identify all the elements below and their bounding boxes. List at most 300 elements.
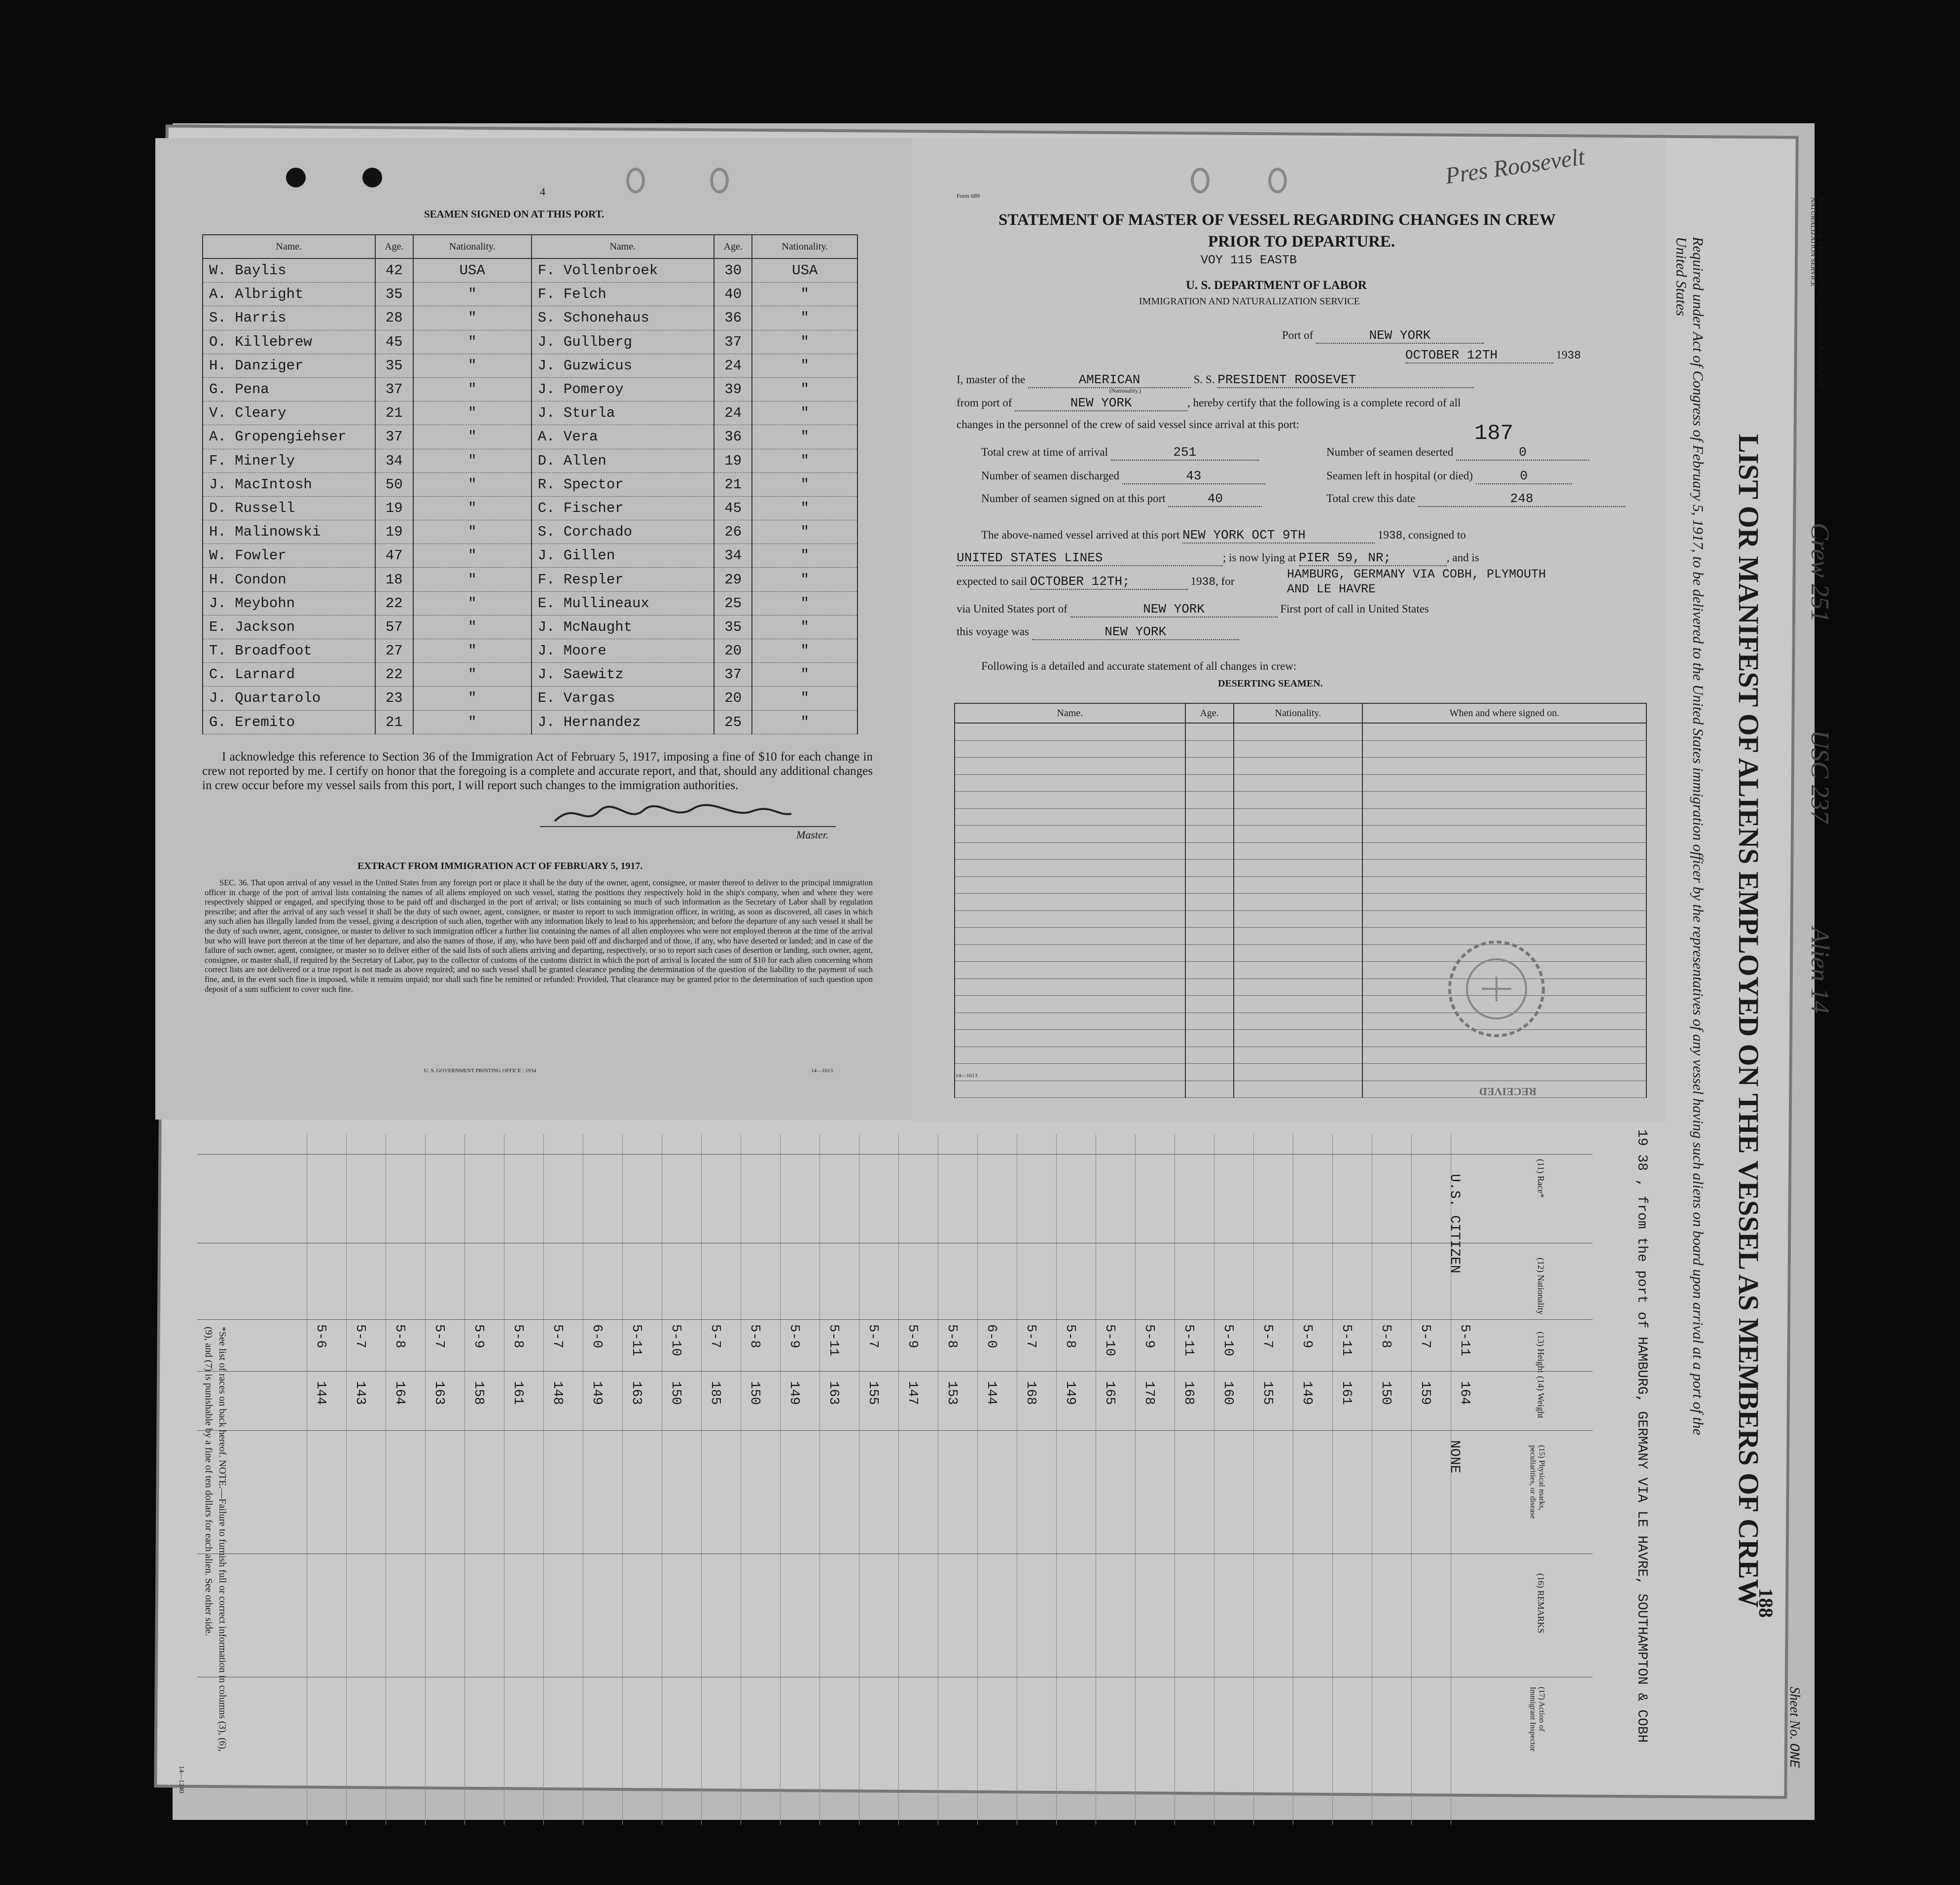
master-label: Master.: [796, 829, 829, 841]
manifest-row-line: [977, 1134, 978, 1825]
age-cell: 50: [375, 472, 413, 496]
name-cell: J. Pomeroy: [532, 377, 714, 401]
table-row: [203, 354, 857, 377]
nat-cell: ": [752, 544, 857, 568]
name-cell: J. Quartarolo: [203, 687, 375, 710]
height-cell: 5-8: [510, 1324, 525, 1348]
seamen-discharged: Number of seamen discharged 43: [981, 469, 1265, 484]
empty-cell: [955, 928, 1185, 945]
manifest-title: LIST OR MANIFEST OF ALIENS EMPLOYED ON THE VESSEL AS MEMBERS OF CREW: [1733, 434, 1765, 1608]
empty-cell: [1185, 979, 1234, 996]
manifest-row-line: [464, 1134, 465, 1825]
col-height-header: (13) Height: [1536, 1332, 1546, 1373]
empty-cell: [1362, 894, 1646, 911]
weight-cell: 178: [1141, 1381, 1156, 1405]
empty-cell: [955, 944, 1185, 962]
empty-cell: [955, 910, 1185, 928]
age-cell: 45: [375, 330, 413, 354]
empty-cell: [1185, 910, 1234, 928]
empty-cell: [955, 1081, 1185, 1098]
height-cell: 5-10: [668, 1324, 683, 1356]
name-cell: D. Russell: [203, 496, 375, 520]
first-row-marks: NONE: [1447, 1440, 1462, 1474]
punch-hole: [286, 168, 306, 187]
punch-hole: [710, 168, 729, 193]
nat-cell: ": [752, 710, 857, 734]
col-marks-header: (15) Physical marks, peculiarities, or disease: [1529, 1445, 1546, 1519]
empty-cell: [955, 774, 1185, 792]
name-cell: J. Gullberg: [532, 330, 714, 354]
empty-cell: [955, 876, 1185, 894]
age-cell: 21: [714, 472, 752, 496]
table-row: [955, 758, 1646, 775]
table-row: [203, 449, 857, 472]
seamen-deserted: Number of seamen deserted 0: [1326, 445, 1589, 461]
age-cell: 23: [375, 687, 413, 710]
name-cell: S. Schonehaus: [532, 306, 714, 330]
age-cell: 35: [375, 283, 413, 306]
service: IMMIGRATION AND NATURALIZATION SERVICE: [1139, 296, 1360, 307]
empty-cell: [1362, 808, 1646, 826]
name-cell: E. Jackson: [203, 615, 375, 639]
name-cell: V. Cleary: [203, 401, 375, 425]
table-row: [203, 591, 857, 615]
handwritten-usc-count: USC 237: [1806, 730, 1834, 824]
right-page: [912, 138, 1667, 1122]
manifest-column-line: [197, 1319, 1593, 1320]
table-row: [203, 544, 857, 568]
table-row: [203, 615, 857, 639]
name-cell: E. Mullineaux: [532, 591, 714, 615]
age-cell: 37: [714, 663, 752, 687]
manifest-stamp-number: 188: [1755, 1588, 1777, 1618]
col-action-header: (17) Action of Immigrant Inspector: [1529, 1687, 1546, 1752]
age-cell: 57: [375, 615, 413, 639]
name-cell: C. Fischer: [532, 496, 714, 520]
empty-cell: [1362, 774, 1646, 792]
empty-cell: [1234, 1081, 1362, 1098]
total-crew-arrival: Total crew at time of arrival 251: [981, 445, 1259, 461]
height-cell: 5-7: [1023, 1324, 1038, 1348]
col-weight-header: (14) Weight: [1536, 1376, 1546, 1418]
name-cell: D. Allen: [532, 449, 714, 472]
col-remarks-header: (16) REMARKS: [1536, 1573, 1546, 1633]
nat-cell: ": [752, 425, 857, 449]
manifest-row-line: [780, 1134, 781, 1825]
nat-cell: ": [752, 306, 857, 330]
empty-cell: [1234, 876, 1362, 894]
nat-cell: ": [752, 496, 857, 520]
manifest-required-text: Required under Act of Congress of February 5, 1917, to be delivered to the United States immigration officer by the representatives of any vessel having such aliens on board upon arrival at a port of the United States: [1673, 237, 1706, 1435]
table-row: [955, 792, 1646, 809]
name-cell: J. Sturla: [532, 401, 714, 425]
name-cell: F. Felch: [532, 283, 714, 306]
age-cell: 35: [375, 354, 413, 377]
name-cell: O. Killebrew: [203, 330, 375, 354]
table-row: [955, 774, 1646, 792]
seamen-signed-on: Number of seamen signed on at this port 40: [981, 491, 1262, 507]
age-cell: 20: [714, 639, 752, 663]
weight-cell: 149: [589, 1381, 604, 1405]
name-cell: G. Pena: [203, 377, 375, 401]
nat-cell: ": [413, 663, 532, 687]
extract-text: SEC. 36. That upon arrival of any vessel in the United States from any foreign port or place it shall be the duty of the owner, agent, consignee, or master thereof to deliver to the principal immigration officer in charge of the port of arrival lists containing the names of all aliens employed on such vessel, stating the positions they respectively hold in the ship's company, when and where they were respectively shipped or engaged, and specifying those to be paid off and discharged in the port of arrival; or lists containing so much of such information as the Secretary of Labor shall by regulation prescribe; and after the arrival of any such vessel it shall be the duty of such owner, agent, consignee, or master to report to such immigration officer, in writing, as soon as discovered, all cases in which any such alien has illegally landed from the vessel, giving a description of such alien, together with any information likely to lead to his apprehension; and before the departure of any such vessel it shall be the duty of such owner, agent, consignee, or master to deliver to such immigration officer a further list containing the names of all alien employees who were not employed thereon at the time of the arrival but who will leave port thereon at the time of her departure, and also the names of those, if any, who have been paid off and discharged and of those, if any, who have deserted or landed; and in case of the failure of such owner, agent, consignee, or master so to deliver either of the said lists of such aliens arriving and departing, respectively, or so to report such cases of desertion or landing, such owner, agent, consignee, or master shall, if required by the Secretary of Labor, pay to the collector of customs of the customs district in which the port of arrival is located the sum of $10 for each alien concerning whom correct lists are not delivered or a true report is not made as above required; and no such vessel shall be granted clearance pending the determination of the question of the liability to the payment of such fine, and, in the event such fine is imposed, while it remains unpaid; nor shall such fine be remitted or refunded: Provided, That clearance may be granted prior to the determination of such question upon deposit of a sum sufficient to cover such fine.: [205, 878, 873, 994]
table-row: [203, 639, 857, 663]
nat-cell: ": [413, 425, 532, 449]
age-cell: 37: [375, 377, 413, 401]
name-cell: C. Larnard: [203, 663, 375, 687]
manifest-row-line: [1332, 1134, 1333, 1825]
nat-cell: ": [413, 354, 532, 377]
age-cell: 20: [714, 687, 752, 710]
nat-cell: ": [752, 520, 857, 544]
name-cell: J. Guzwicus: [532, 354, 714, 377]
manifest-sheet-label: Sheet No. ONE: [1786, 1687, 1802, 1768]
printing-office: U. S. GOVERNMENT PRINTING OFFICE : 1934: [424, 1068, 536, 1074]
empty-cell: [955, 1013, 1185, 1030]
col-race-header: (11) Race*: [1536, 1159, 1546, 1198]
weight-cell: 143: [353, 1381, 367, 1405]
empty-cell: [1234, 1047, 1362, 1064]
height-cell: 5-8: [1378, 1324, 1393, 1348]
age-cell: 25: [714, 710, 752, 734]
col-age: Age.: [714, 235, 752, 258]
empty-cell: [1234, 979, 1362, 996]
weight-cell: 155: [1260, 1381, 1275, 1405]
nat-cell: ": [752, 472, 857, 496]
nat-cell: ": [752, 449, 857, 472]
signature-line: [540, 826, 836, 827]
name-cell: J. Hernandez: [532, 710, 714, 734]
weight-cell: 144: [984, 1381, 998, 1405]
nat-cell: ": [413, 449, 532, 472]
age-cell: 21: [375, 401, 413, 425]
age-cell: 24: [714, 401, 752, 425]
name-cell: J. Saewitz: [532, 663, 714, 687]
weight-cell: 150: [1378, 1381, 1393, 1405]
empty-cell: [1185, 928, 1234, 945]
table-row: [203, 472, 857, 496]
nat-cell: ": [752, 663, 857, 687]
empty-cell: [1185, 1047, 1234, 1064]
col-nationality: Nationality.: [413, 235, 532, 258]
table-row: [203, 568, 857, 591]
this-voyage-line: this voyage was NEW YORK: [957, 624, 1239, 640]
manifest-column-line: [197, 1430, 1593, 1431]
nat-cell: ": [752, 687, 857, 710]
height-cell: 5-11: [826, 1324, 841, 1356]
left-form-code: 14—1613: [811, 1068, 833, 1074]
weight-cell: 153: [944, 1381, 959, 1405]
age-cell: 29: [714, 568, 752, 591]
weight-cell: 161: [510, 1381, 525, 1405]
dcol-name: Name.: [955, 703, 1185, 723]
empty-cell: [1234, 962, 1362, 979]
weight-cell: 158: [471, 1381, 486, 1405]
height-cell: 5-11: [629, 1324, 643, 1356]
empty-cell: [1185, 894, 1234, 911]
nat-cell: ": [413, 496, 532, 520]
table-row: [955, 826, 1646, 843]
age-cell: 26: [714, 520, 752, 544]
table-row: [955, 910, 1646, 928]
empty-cell: [1234, 860, 1362, 877]
manifest-row-line: [622, 1134, 623, 1825]
empty-cell: [1185, 962, 1234, 979]
manifest-bottom-code: 14—1240: [178, 1766, 185, 1793]
weight-cell: 144: [313, 1381, 328, 1405]
dcol-nationality: Nationality.: [1234, 703, 1362, 723]
col-age: Age.: [375, 235, 413, 258]
nat-cell: ": [413, 710, 532, 734]
age-cell: 24: [714, 354, 752, 377]
empty-cell: [1234, 774, 1362, 792]
weight-cell: 185: [708, 1381, 722, 1405]
name-cell: R. Spector: [532, 472, 714, 496]
nat-cell: ": [413, 520, 532, 544]
height-cell: 5-11: [1181, 1324, 1196, 1356]
empty-cell: [1185, 808, 1234, 826]
destination: HAMBURG, GERMANY VIA COBH, PLYMOUTH AND LE HAVRE: [1287, 567, 1546, 596]
manifest-row-line: [898, 1134, 899, 1825]
height-cell: 5-7: [550, 1324, 565, 1348]
age-cell: 47: [375, 544, 413, 568]
empty-cell: [1185, 842, 1234, 860]
handwritten-187: 187: [1474, 421, 1514, 446]
age-cell: 21: [375, 710, 413, 734]
empty-cell: [1234, 1064, 1362, 1081]
nat-cell: ": [413, 330, 532, 354]
weight-cell: 163: [826, 1381, 841, 1405]
empty-cell: [955, 1047, 1185, 1064]
age-cell: 34: [375, 449, 413, 472]
height-cell: 5-6: [313, 1324, 328, 1348]
nat-cell: ": [752, 401, 857, 425]
handwritten-crew-count: Crew 251: [1806, 523, 1834, 622]
table-row: [203, 283, 857, 306]
name-cell: S. Harris: [203, 306, 375, 330]
nat-cell: ": [752, 377, 857, 401]
punch-hole: [362, 168, 382, 187]
empty-cell: [955, 894, 1185, 911]
empty-cell: [955, 996, 1185, 1013]
consignee-line: UNITED STATES LINES ; is now lying at PIER 59, NR; , and is: [957, 550, 1479, 565]
right-form-code: 14—1613: [956, 1073, 977, 1079]
weight-cell: 163: [431, 1381, 446, 1405]
age-cell: 19: [714, 449, 752, 472]
weight-cell: 149: [1299, 1381, 1314, 1405]
empty-cell: [1362, 860, 1646, 877]
weight-cell: 160: [1220, 1381, 1235, 1405]
weight-cell: 163: [629, 1381, 643, 1405]
table-row: [955, 894, 1646, 911]
height-cell: 5-9: [786, 1324, 801, 1348]
empty-cell: [1362, 1064, 1646, 1081]
name-cell: F. Minerly: [203, 449, 375, 472]
table-row: [203, 425, 857, 449]
empty-cell: [1362, 723, 1646, 740]
empty-cell: [1234, 1030, 1362, 1047]
height-cell: 5-9: [1141, 1324, 1156, 1348]
height-cell: 5-9: [1299, 1324, 1314, 1348]
age-cell: 40: [714, 283, 752, 306]
empty-cell: [1234, 808, 1362, 826]
col-nationality: Nationality.: [752, 235, 857, 258]
empty-cell: [1185, 1064, 1234, 1081]
table-row: [955, 876, 1646, 894]
statement-title-line2: PRIOR TO DEPARTURE.: [1208, 233, 1395, 251]
age-cell: 35: [714, 615, 752, 639]
height-cell: 5-10: [1220, 1324, 1235, 1356]
empty-cell: [1234, 928, 1362, 945]
name-cell: J. Meybohn: [203, 591, 375, 615]
empty-cell: [955, 962, 1185, 979]
manifest-row-line: [425, 1134, 426, 1825]
weight-cell: 150: [668, 1381, 683, 1405]
handwritten-ship-note: Pres Roosevelt: [1443, 144, 1587, 189]
weight-cell: 147: [905, 1381, 920, 1405]
weight-cell: 168: [1023, 1381, 1038, 1405]
empty-cell: [1234, 792, 1362, 809]
received-stamp: RECEIVED: [1479, 1086, 1537, 1098]
table-row: [955, 1047, 1646, 1064]
name-cell: W. Fowler: [203, 544, 375, 568]
deserting-seamen-title: DESERTING SEAMEN.: [1218, 678, 1323, 689]
statement-title-line1: STATEMENT OF MASTER OF VESSEL REGARDING CHANGES IN CREW: [998, 211, 1556, 229]
age-cell: 28: [375, 306, 413, 330]
nat-cell: ": [413, 687, 532, 710]
table-row: [955, 1081, 1646, 1098]
weight-cell: 148: [550, 1381, 565, 1405]
expected-line: expected to sail OCTOBER 12TH; 1938, for: [957, 574, 1235, 589]
height-cell: 5-9: [905, 1324, 920, 1348]
punch-hole: [1191, 168, 1210, 193]
empty-cell: [1234, 826, 1362, 843]
table-row: [955, 740, 1646, 758]
nat-cell: ": [413, 306, 532, 330]
nat-cell: ": [413, 568, 532, 591]
punch-hole: [626, 168, 645, 193]
changes-line: changes in the personnel of the crew of said vessel since arrival at this port:: [957, 418, 1299, 431]
name-cell: J. MacIntosh: [203, 472, 375, 496]
name-cell: J. Moore: [532, 639, 714, 663]
nat-cell: USA: [413, 258, 532, 283]
empty-cell: [955, 758, 1185, 775]
nat-cell: ": [752, 639, 857, 663]
manifest-row-line: [701, 1134, 702, 1825]
age-cell: 25: [714, 591, 752, 615]
empty-cell: [955, 740, 1185, 758]
col-nationality-header: (12) Nationality: [1536, 1258, 1546, 1315]
height-cell: 5-8: [1063, 1324, 1077, 1348]
weight-cell: 164: [392, 1381, 407, 1405]
empty-cell: [955, 860, 1185, 877]
first-row-nationality: U.S. CITIZEN: [1447, 1174, 1462, 1273]
table-row: [955, 860, 1646, 877]
left-page: [155, 138, 917, 1120]
name-cell: A. Gropengiehser: [203, 425, 375, 449]
weight-cell: 161: [1339, 1381, 1354, 1405]
height-cell: 5-7: [1418, 1324, 1432, 1348]
empty-cell: [1185, 996, 1234, 1013]
date-line: OCTOBER 12TH 1938: [1405, 348, 1581, 362]
weight-cell: 159: [1418, 1381, 1432, 1405]
age-cell: 22: [375, 591, 413, 615]
name-cell: J. Gillen: [532, 544, 714, 568]
name-cell: E. Vargas: [532, 687, 714, 710]
age-cell: 27: [375, 639, 413, 663]
name-cell: S. Corchado: [532, 520, 714, 544]
nat-cell: ": [752, 354, 857, 377]
empty-cell: [955, 792, 1185, 809]
empty-cell: [1362, 826, 1646, 843]
manifest-column-line: [197, 1154, 1593, 1155]
height-cell: 5-11: [1457, 1324, 1472, 1356]
nat-cell: ": [413, 591, 532, 615]
extract-title: EXTRACT FROM IMMIGRATION ACT OF FEBRUARY 5, 1917.: [357, 861, 643, 871]
name-cell: A. Albright: [203, 283, 375, 306]
manifest-row-line: [1135, 1134, 1136, 1825]
age-cell: 36: [714, 306, 752, 330]
empty-cell: [1234, 723, 1362, 740]
name-cell: J. McNaught: [532, 615, 714, 639]
height-cell: 5-9: [471, 1324, 486, 1348]
empty-cell: [955, 808, 1185, 826]
weight-cell: 168: [1181, 1381, 1196, 1405]
arrived-line: The above-named vessel arrived at this port NEW YORK OCT 9TH 1938, consigned to: [981, 528, 1466, 543]
name-cell: G. Eremito: [203, 710, 375, 734]
nat-cell: ": [752, 591, 857, 615]
height-cell: 5-7: [865, 1324, 880, 1348]
manifest-form-id: Form 630 U. S. DEPARTMENT OF LABOR IMMIGRATION AND NATURALIZATION SERVICE: [1809, 197, 1824, 388]
manifest-row-line: [1253, 1134, 1254, 1825]
table-row: [203, 258, 857, 283]
height-cell: 5-8: [392, 1324, 407, 1348]
department: U. S. DEPARTMENT OF LABOR: [1186, 279, 1367, 292]
age-cell: 42: [375, 258, 413, 283]
nat-cell: ": [413, 472, 532, 496]
master-line: I, master of the AMERICAN S. S. PRESIDENT ROOSEVET: [957, 372, 1474, 388]
age-cell: 34: [714, 544, 752, 568]
table-row: [203, 377, 857, 401]
page-number: 4: [540, 185, 545, 198]
empty-cell: [1362, 842, 1646, 860]
empty-cell: [1362, 910, 1646, 928]
name-cell: H. Danziger: [203, 354, 375, 377]
empty-cell: [1185, 1081, 1234, 1098]
manifest-from-port-line: 19 38 , from the port of HAMBURG, GERMANY VIA LE HAVRE, SOUTHAMPTON & COBH: [1634, 1129, 1649, 1743]
empty-cell: [1185, 876, 1234, 894]
height-cell: 5-10: [1102, 1324, 1117, 1356]
nat-cell: ": [752, 283, 857, 306]
table-row: [203, 687, 857, 710]
name-cell: T. Broadfoot: [203, 639, 375, 663]
nat-cell: USA: [752, 258, 857, 283]
from-port-line: from port of NEW YORK , hereby certify that the following is a complete record of all: [957, 396, 1461, 410]
empty-cell: [955, 826, 1185, 843]
nat-cell: ": [413, 615, 532, 639]
manifest-row-line: [1056, 1134, 1057, 1825]
table-row: [203, 710, 857, 734]
height-cell: 6-0: [984, 1324, 998, 1348]
dcol-age: Age.: [1185, 703, 1234, 723]
table-row: [955, 1064, 1646, 1081]
empty-cell: [1185, 1030, 1234, 1047]
empty-cell: [1234, 910, 1362, 928]
empty-cell: [1185, 860, 1234, 877]
weight-cell: 150: [747, 1381, 762, 1405]
age-cell: 37: [714, 330, 752, 354]
